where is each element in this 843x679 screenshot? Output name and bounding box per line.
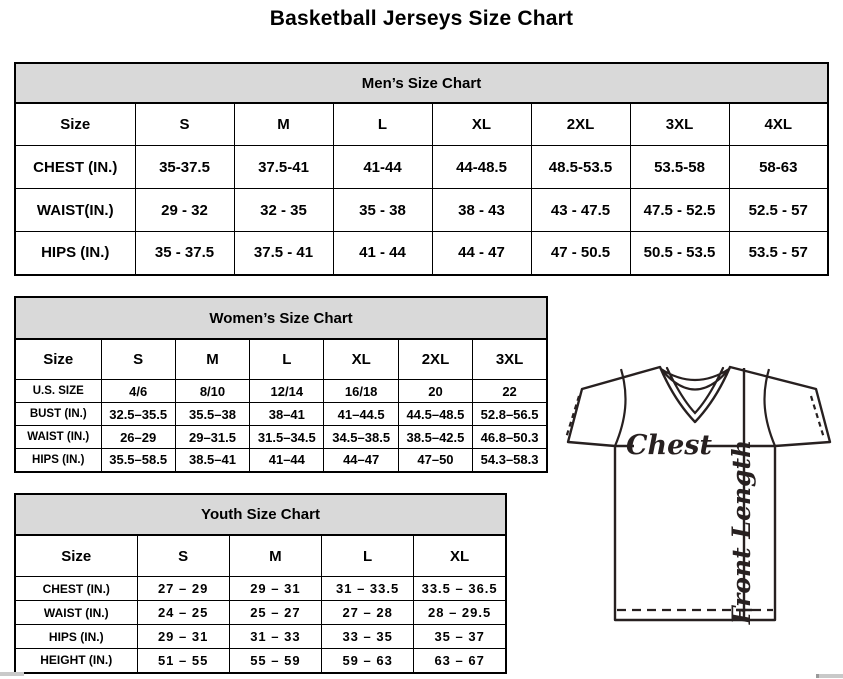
- youth-size-table: [14, 535, 507, 674]
- value-cell: 41 - 44: [333, 232, 432, 275]
- header-row: [15, 104, 828, 146]
- value-cell: 48.5-53.5: [531, 146, 630, 189]
- value-cell: 31 – 33: [229, 625, 321, 649]
- value-cell: 53.5 - 57: [729, 232, 828, 275]
- jersey-outline-icon: [568, 367, 830, 620]
- value-cell: 28 – 29.5: [414, 601, 506, 625]
- page-title: Basketball Jerseys Size Chart: [269, 7, 574, 30]
- youth-chart-title: Youth Size Chart: [14, 493, 507, 535]
- value-cell: 27 – 28: [322, 601, 414, 625]
- value-cell: 38–41: [250, 403, 324, 426]
- row-label-cell: WAIST(IN.): [15, 189, 135, 232]
- value-cell: 33.5 – 36.5: [414, 577, 506, 601]
- value-cell: 29 - 32: [135, 189, 234, 232]
- value-cell: 52.8–56.5: [473, 403, 547, 426]
- value-cell: 26–29: [101, 426, 175, 449]
- column-header-cell: Size: [15, 104, 135, 146]
- value-cell: 38.5–41: [175, 449, 249, 472]
- row-label-cell: HEIGHT (IN.): [15, 649, 137, 673]
- value-cell: 47–50: [398, 449, 472, 472]
- table-row: [15, 189, 828, 232]
- mens-size-chart-section: [14, 62, 829, 276]
- womens-size-table: [14, 339, 548, 473]
- column-header-cell: 4XL: [729, 104, 828, 146]
- value-cell: 43 - 47.5: [531, 189, 630, 232]
- value-cell: 41-44: [333, 146, 432, 189]
- row-label-cell: CHEST (IN.): [15, 146, 135, 189]
- value-cell: 22: [473, 380, 547, 403]
- value-cell: 47 - 50.5: [531, 232, 630, 275]
- row-label-cell: BUST (IN.): [15, 403, 101, 426]
- table-row: [15, 380, 547, 403]
- column-header-cell: Size: [15, 340, 101, 380]
- value-cell: 32.5–35.5: [101, 403, 175, 426]
- value-cell: 25 – 27: [229, 601, 321, 625]
- value-cell: 46.8–50.3: [473, 426, 547, 449]
- value-cell: 54.3–58.3: [473, 449, 547, 472]
- value-cell: 38.5–42.5: [398, 426, 472, 449]
- row-label-cell: WAIST (IN.): [15, 426, 101, 449]
- table-row: [15, 232, 828, 275]
- header-row: [15, 340, 547, 380]
- value-cell: 12/14: [250, 380, 324, 403]
- value-cell: 41–44: [250, 449, 324, 472]
- value-cell: 31.5–34.5: [250, 426, 324, 449]
- column-header-cell: S: [101, 340, 175, 380]
- column-header-cell: 3XL: [630, 104, 729, 146]
- table-row: [15, 625, 506, 649]
- value-cell: 58-63: [729, 146, 828, 189]
- value-cell: 35-37.5: [135, 146, 234, 189]
- value-cell: 29–31.5: [175, 426, 249, 449]
- value-cell: 35.5–38: [175, 403, 249, 426]
- row-label-cell: HIPS (IN.): [15, 625, 137, 649]
- mens-chart-title: Men’s Size Chart: [14, 62, 829, 103]
- column-header-cell: Size: [15, 536, 137, 577]
- column-header-cell: M: [175, 340, 249, 380]
- value-cell: 35 - 37.5: [135, 232, 234, 275]
- column-header-cell: S: [137, 536, 229, 577]
- column-header-cell: 2XL: [531, 104, 630, 146]
- value-cell: 35 - 38: [333, 189, 432, 232]
- column-header-cell: M: [234, 104, 333, 146]
- value-cell: 34.5–38.5: [324, 426, 398, 449]
- column-header-cell: XL: [324, 340, 398, 380]
- value-cell: 47.5 - 52.5: [630, 189, 729, 232]
- value-cell: 29 – 31: [229, 577, 321, 601]
- value-cell: 59 – 63: [322, 649, 414, 673]
- chest-label: Chest: [626, 430, 712, 461]
- table-row: [15, 146, 828, 189]
- mens-size-table: [14, 103, 829, 276]
- front-length-label: Front Length: [727, 439, 756, 625]
- value-cell: 27 – 29: [137, 577, 229, 601]
- value-cell: 4/6: [101, 380, 175, 403]
- value-cell: 44–47: [324, 449, 398, 472]
- column-header-cell: 2XL: [398, 340, 472, 380]
- column-header-cell: S: [135, 104, 234, 146]
- value-cell: 35 – 37: [414, 625, 506, 649]
- horizontal-scrollbar-fragment-right[interactable]: [816, 674, 843, 678]
- value-cell: 51 – 55: [137, 649, 229, 673]
- value-cell: 33 – 35: [322, 625, 414, 649]
- value-cell: 53.5-58: [630, 146, 729, 189]
- column-header-cell: XL: [432, 104, 531, 146]
- row-label-cell: WAIST (IN.): [15, 601, 137, 625]
- youth-size-chart-section: [14, 493, 507, 674]
- row-label-cell: CHEST (IN.): [15, 577, 137, 601]
- table-row: [15, 577, 506, 601]
- womens-chart-title: Women’s Size Chart: [14, 296, 548, 339]
- value-cell: 24 – 25: [137, 601, 229, 625]
- horizontal-scrollbar-fragment-left[interactable]: [0, 672, 24, 676]
- value-cell: 32 - 35: [234, 189, 333, 232]
- table-row: [15, 426, 547, 449]
- row-label-cell: HIPS (IN.): [15, 232, 135, 275]
- row-label-cell: HIPS (IN.): [15, 449, 101, 472]
- table-row: [15, 403, 547, 426]
- value-cell: 29 – 31: [137, 625, 229, 649]
- jersey-measurement-diagram: [558, 354, 840, 630]
- value-cell: 37.5 - 41: [234, 232, 333, 275]
- value-cell: 44-48.5: [432, 146, 531, 189]
- row-label-cell: U.S. SIZE: [15, 380, 101, 403]
- value-cell: 44.5–48.5: [398, 403, 472, 426]
- column-header-cell: L: [333, 104, 432, 146]
- value-cell: 35.5–58.5: [101, 449, 175, 472]
- value-cell: 37.5-41: [234, 146, 333, 189]
- column-header-cell: M: [229, 536, 321, 577]
- table-row: [15, 649, 506, 673]
- column-header-cell: 3XL: [473, 340, 547, 380]
- value-cell: 44 - 47: [432, 232, 531, 275]
- column-header-cell: L: [250, 340, 324, 380]
- column-header-cell: XL: [414, 536, 506, 577]
- value-cell: 31 – 33.5: [322, 577, 414, 601]
- value-cell: 63 – 67: [414, 649, 506, 673]
- header-row: [15, 536, 506, 577]
- value-cell: 41–44.5: [324, 403, 398, 426]
- value-cell: 8/10: [175, 380, 249, 403]
- table-row: [15, 449, 547, 472]
- value-cell: 55 – 59: [229, 649, 321, 673]
- value-cell: 16/18: [324, 380, 398, 403]
- value-cell: 50.5 - 53.5: [630, 232, 729, 275]
- value-cell: 52.5 - 57: [729, 189, 828, 232]
- value-cell: 20: [398, 380, 472, 403]
- column-header-cell: L: [322, 536, 414, 577]
- womens-size-chart-section: [14, 296, 548, 473]
- value-cell: 38 - 43: [432, 189, 531, 232]
- table-row: [15, 601, 506, 625]
